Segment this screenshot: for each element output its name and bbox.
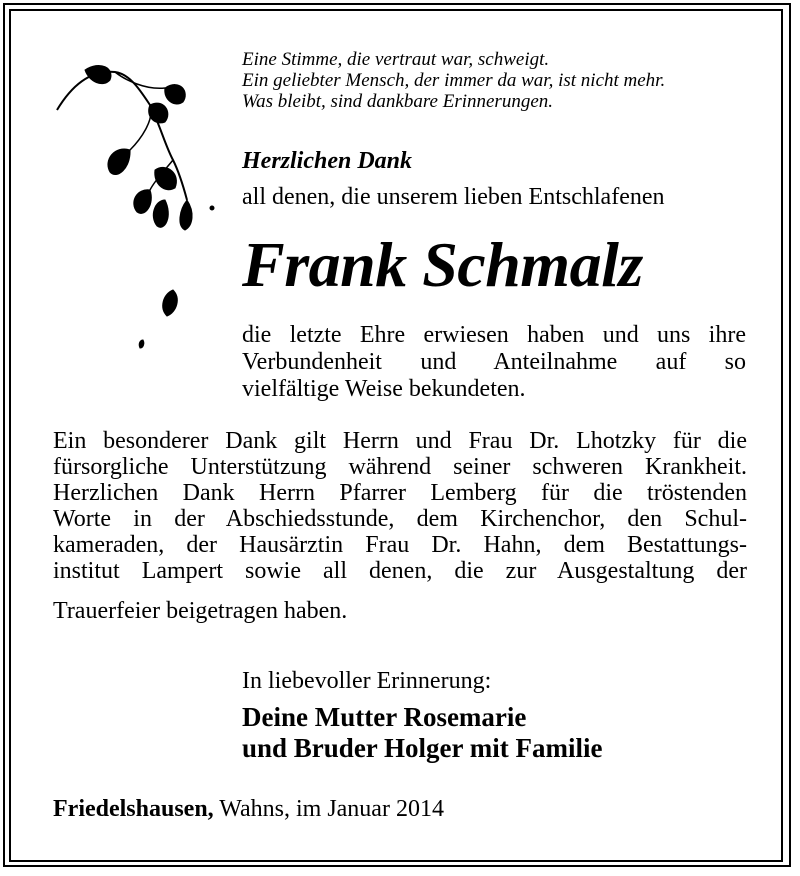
paragraph1-line-1: die letzte Ehre erwiesen haben und uns ihre — [242, 322, 746, 348]
paragraph1-line-2: Verbundenheit und Anteilnahme auf so — [242, 349, 746, 375]
paragraph2-line-4: Worte in der Abschiedsstunde, dem Kirchenchor, den Schul- — [53, 506, 747, 532]
paragraph2-line-6: institut Lampert sowie all denen, die zur Ausgestaltung der — [53, 558, 747, 584]
thanks-heading: Herzlichen Dank — [242, 148, 413, 174]
place-date-line — [53, 796, 444, 823]
signer-line-2: und Bruder Holger mit Familie — [242, 733, 603, 763]
paragraph2-line-2: fürsorgliche Unterstützung während seiner schweren Krankheit. — [53, 454, 747, 480]
paragraph1-line-3: vielfältige Weise bekundeten. — [242, 376, 526, 402]
quote-line-3: Was bleibt, sind dankbare Erinnerungen. — [242, 91, 554, 112]
quote-line-1: Eine Stimme, die vertraut war, schweigt. — [242, 49, 550, 70]
birch-leaves-icon — [55, 50, 235, 350]
deceased-name: Frank Schmalz — [242, 229, 643, 300]
place-rest: Wahns, im Januar 2014 — [213, 796, 444, 822]
memory-line: In liebevoller Erinnerung: — [242, 668, 492, 694]
quote-line-2: Ein geliebter Mensch, der immer da war, ist nicht mehr. — [242, 70, 666, 91]
intro-line: all denen, die unserem lieben Entschlafenen — [242, 184, 665, 210]
paragraph2-line-1: Ein besonderer Dank gilt Herrn und Frau Dr. Lhotzky für die — [53, 428, 747, 454]
place-town: Friedelshausen, — [53, 796, 214, 822]
paragraph2-line-5: kameraden, der Hausärztin Frau Dr. Hahn, dem Bestattungs- — [53, 532, 747, 558]
paragraph2-line-3: Herzlichen Dank Herrn Pfarrer Lemberg für die tröstenden — [53, 480, 747, 506]
signer-line-1: Deine Mutter Rosemarie — [242, 702, 527, 732]
paragraph2-line-7: Trauerfeier beigetragen haben. — [53, 598, 348, 624]
